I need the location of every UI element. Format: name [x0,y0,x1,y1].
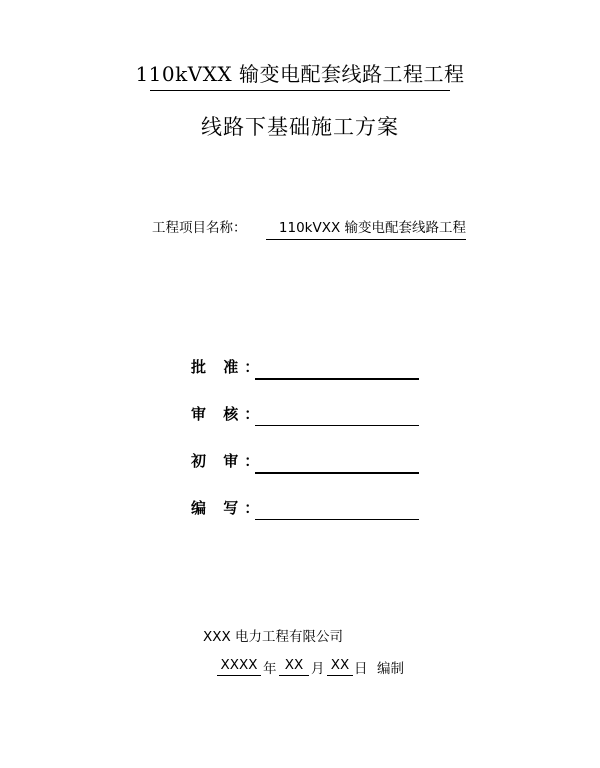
date-suffix: 编制 [377,661,404,677]
project-name-label: 工程项目名称： [152,220,247,236]
author-signature-line [255,519,419,520]
preliminary-review-signature-line [255,472,419,474]
date-month-unit: 月 [311,661,325,677]
project-name-value: 110kVXX 输变电配套线路工程 [266,214,466,240]
preliminary-review-row [191,450,431,474]
approval-row [191,356,431,380]
author-row [191,497,431,521]
company-name: XXX 电力工程有限公司 [203,629,344,645]
document-title-line1: 110kVXX 输变电配套线路工程工程 [135,62,465,86]
date-day-value: XX [327,657,353,676]
title-underline [150,90,450,91]
review-row [191,403,431,427]
author-label: 编 写： [191,499,266,517]
preliminary-review-label: 初 审： [191,452,266,470]
date-day-unit: 日 [354,661,368,677]
approval-signature-line [255,378,419,380]
date-year-unit: 年 [263,661,277,677]
date-year-value: XXXX [217,657,261,676]
document-title-line2: 线路下基础施工方案 [201,115,399,139]
review-signature-line [255,425,419,426]
date-month-value: XX [279,657,309,676]
approval-label: 批 准： [191,358,266,376]
review-label: 审 核： [191,405,266,423]
